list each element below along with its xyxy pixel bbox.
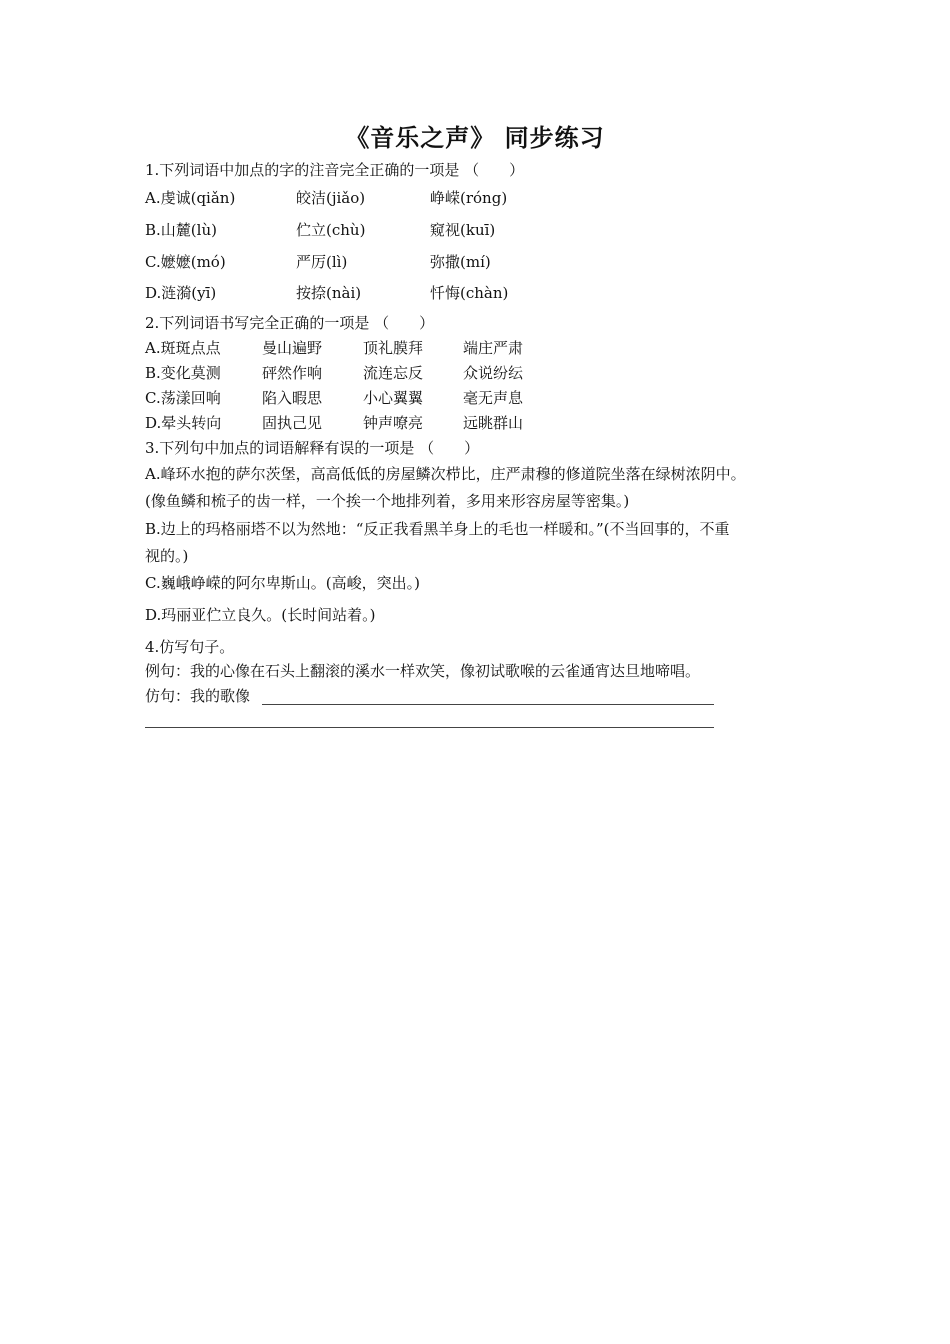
q2-a-4: 端庄严肃: [463, 339, 524, 357]
page-title: 《音乐之声》 同步练习: [345, 124, 605, 152]
q2-d-3: 钟声嘹亮: [363, 414, 424, 432]
q2-c-1: C.荡漾回响: [145, 389, 221, 407]
q2-a-1: A.斑斑点点: [145, 339, 221, 357]
q3-option-b-continued: 视的。): [145, 547, 189, 565]
q3-option-d: D.玛丽亚伫立良久。(长时间站着。): [145, 606, 376, 624]
q4-answer-blank-1[interactable]: [262, 704, 714, 705]
q3-option-a-explanation: (像鱼鳞和梳子的齿一样，一个挨一个地排列着，多用来形容房屋等密集。): [145, 492, 630, 510]
q2-d-1: D.晕头转向: [145, 414, 222, 432]
q3-stem: 3.下列句中加点的词语解释有误的一项是 （ ）: [145, 439, 480, 457]
q4-answer-blank-2[interactable]: [145, 727, 714, 728]
q1-a-1: A.虔诚(qiǎn): [145, 189, 236, 207]
q3-option-a: A.峰环水抱的萨尔茨堡，高高低低的房屋鳞次栉比，庄严肃穆的修道院坐落在绿树浓阴中。: [145, 465, 746, 483]
q1-c-1: C.嬷嬷(mó): [145, 253, 226, 271]
q1-d-3: 忏悔(chàn): [430, 284, 509, 302]
q2-c-2: 陷入暇思: [262, 389, 323, 407]
q1-d-1: D.涟漪(yī): [145, 284, 217, 302]
q2-b-1: B.变化莫测: [145, 364, 221, 382]
q1-a-2: 皎洁(jiǎo): [296, 189, 366, 207]
q2-b-4: 众说纷纭: [463, 364, 524, 382]
q2-c-4: 毫无声息: [463, 389, 524, 407]
q1-b-3: 窥视(kuī): [430, 221, 496, 239]
q4-prompt: 仿句：我的歌像: [145, 687, 251, 705]
q2-c-3: 小心翼翼: [363, 389, 424, 407]
q1-c-2: 严厉(lì): [296, 253, 348, 271]
q3-option-c: C.巍峨峥嵘的阿尔卑斯山。(高峻，突出。): [145, 574, 420, 592]
q2-a-2: 曼山遍野: [262, 339, 323, 357]
q2-stem: 2.下列词语书写完全正确的一项是 （ ）: [145, 314, 435, 332]
q4-stem: 4.仿写句子。: [145, 638, 235, 656]
q2-b-2: 砰然作响: [262, 364, 323, 382]
q4-example: 例句：我的心像在石头上翻滚的溪水一样欢笑，像初试歌喉的云雀通宵达旦地啼唱。: [145, 662, 701, 680]
q1-a-3: 峥嵘(róng): [430, 189, 508, 207]
q3-option-b: B.边上的玛格丽塔不以为然地：“反正我看黑羊身上的毛也一样暖和。”(不当回事的，不重: [145, 520, 730, 538]
q1-d-2: 按捺(nài): [296, 284, 362, 302]
q2-a-3: 顶礼膜拜: [363, 339, 424, 357]
q1-stem: 1.下列词语中加点的字的注音完全正确的一项是 （ ）: [145, 161, 525, 179]
q1-b-2: 伫立(chù): [296, 221, 366, 239]
q2-d-2: 固执己见: [262, 414, 323, 432]
q1-b-1: B.山麓(lù): [145, 221, 217, 239]
q2-b-3: 流连忘反: [363, 364, 424, 382]
q2-d-4: 远眺群山: [463, 414, 524, 432]
q1-c-3: 弥撒(mí): [430, 253, 491, 271]
